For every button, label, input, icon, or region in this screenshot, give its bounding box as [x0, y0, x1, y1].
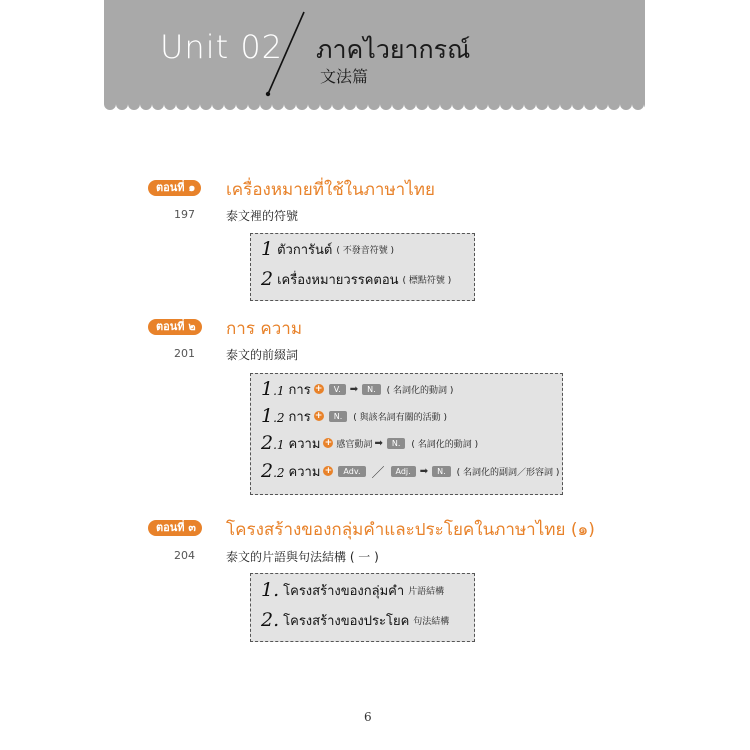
section-subtitle: 泰文的前綴詞	[226, 348, 299, 362]
unit-title-chinese: 文法篇	[320, 67, 369, 86]
list-item	[261, 405, 447, 427]
plus-icon: +	[314, 411, 323, 421]
header-divider-slash	[262, 8, 310, 100]
page-number: 6	[364, 710, 372, 724]
arrow-right-icon: ➡	[419, 465, 429, 477]
item-word: ความ	[288, 464, 321, 480]
item-note: 片語結構	[408, 586, 445, 597]
pos-tag: Adj.	[391, 466, 416, 477]
section-subtitle: 泰文的片語與句法結構 ( 一 )	[226, 550, 379, 564]
content-box	[250, 573, 475, 642]
item-text: โครงสร้างของกลุ่มคำ	[283, 583, 405, 599]
list-item	[261, 238, 394, 260]
item-text: เครื่องหมายวรรคตอน	[277, 272, 399, 288]
list-item	[261, 378, 453, 400]
list-item	[261, 579, 444, 601]
slash-separator: ／	[371, 465, 385, 481]
item-word: การ	[288, 409, 311, 425]
item-number: 1.	[261, 579, 280, 601]
pos-tag: N.	[362, 384, 381, 395]
pos-tag: N.	[387, 438, 406, 449]
list-item	[261, 432, 478, 454]
unit-label: Unit 02	[160, 28, 284, 66]
section-subtitle: 泰文裡的符號	[226, 209, 299, 223]
item-note: ( 與該名詞有關的活動 )	[353, 412, 447, 423]
item-note: ( 名詞化的動詞 )	[411, 439, 479, 450]
plus-icon: +	[314, 384, 323, 394]
item-note: ( 名詞化的動詞 )	[386, 385, 454, 396]
section-badge: ตอนที่ ๑	[148, 180, 201, 196]
pos-tag: Adv.	[338, 466, 365, 477]
content-box	[250, 373, 563, 495]
item-text: โครงสร้างของประโยค	[283, 613, 410, 629]
item-number: 1.1	[261, 378, 285, 400]
pos-tag: N.	[329, 411, 348, 422]
arrow-right-icon: ➡	[349, 383, 359, 395]
section-title: เครื่องหมายที่ใช้ในภาษาไทย	[226, 180, 435, 200]
arrow-right-icon: ➡	[374, 437, 383, 449]
item-text: ตัวการันต์	[277, 242, 333, 258]
banner-scalloped-edge	[104, 98, 645, 114]
list-item	[261, 609, 449, 631]
list-item	[261, 268, 451, 290]
item-note: ( 名詞化的副詞／形容詞 )	[456, 467, 560, 478]
section-page-number: 201	[174, 347, 195, 360]
item-note: 句法結構	[413, 616, 450, 627]
section-page-number: 204	[174, 549, 195, 562]
item-number: 2.2	[261, 460, 285, 482]
pos-tag: V.	[329, 384, 346, 395]
content-box	[250, 233, 475, 301]
item-number: 1	[261, 238, 274, 260]
item-number: 2.	[261, 609, 280, 631]
section-title: การ ความ	[226, 319, 303, 339]
item-mid-text: 感官動詞	[336, 439, 373, 450]
section-badge: ตอนที่ ๒	[148, 319, 202, 335]
plus-icon: +	[324, 438, 333, 448]
list-item	[261, 460, 559, 482]
item-note: ( 標點符號 )	[402, 275, 452, 286]
plus-icon: +	[324, 466, 333, 476]
item-number: 1.2	[261, 405, 285, 427]
item-number: 2.1	[261, 432, 285, 454]
item-word: ความ	[288, 436, 321, 452]
pos-tag: N.	[432, 466, 451, 477]
section-badge: ตอนที่ ๓	[148, 520, 202, 536]
item-note: ( 不發音符號 )	[336, 245, 395, 256]
item-number: 2	[261, 268, 274, 290]
unit-title-thai: ภาคไวยากรณ์	[316, 35, 471, 64]
section-title: โครงสร้างของกลุ่มคำและประโยคในภาษาไทย (๑)	[226, 520, 595, 540]
item-word: การ	[288, 382, 311, 398]
section-page-number: 197	[174, 208, 195, 221]
